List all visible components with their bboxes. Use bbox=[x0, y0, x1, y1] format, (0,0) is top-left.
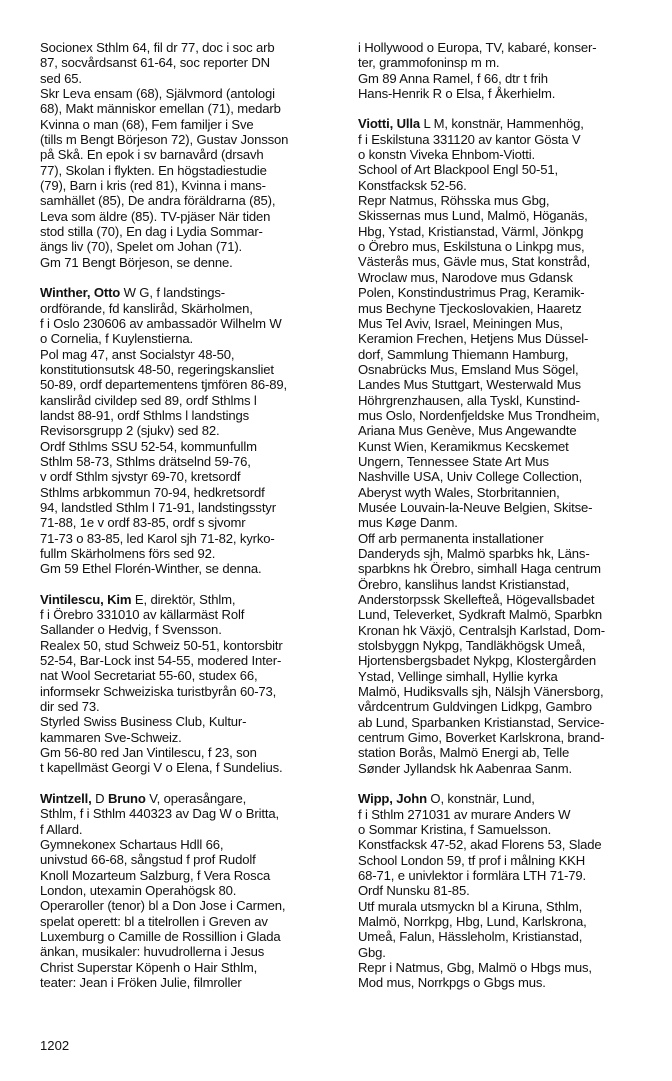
entry-line-rest: L M, konstnär, Hammenhög, bbox=[419, 116, 584, 132]
entry-line: änkan, musikaler: huvudrollerna i Jesus bbox=[40, 944, 265, 960]
entry-line: mus Oslo, Nordenfjeldske Mus Trondheim, bbox=[358, 407, 600, 423]
entry-line: School of Art Blackpool Engl 50-51, bbox=[358, 162, 559, 178]
entry-line: Ordf Sthlms SSU 52-54, kommunfullm bbox=[40, 438, 257, 454]
entry-line: Hjortensbergsbadet Nykpg, Klostergården bbox=[358, 653, 596, 669]
entry-line: centrum Gimo, Boverket Karlskrona, brand- bbox=[358, 730, 605, 746]
entry-name-initial: D bbox=[91, 790, 108, 806]
entry-line: Skr Leva ensam (68), Självmord (antologi bbox=[40, 86, 275, 102]
entry-line: 77), Skolan i flykten. En högstadiestudie bbox=[40, 162, 267, 178]
entry-line: ab Lund, Sparbanken Kristianstad, Service- bbox=[358, 714, 605, 730]
entry-line: Ordf Nunsku 81-85. bbox=[358, 883, 470, 899]
entry-line: Operaroller (tenor) bl a Don Jose i Carmen, bbox=[40, 898, 286, 914]
entry-line: Konstfacksk 52-56. bbox=[358, 177, 467, 193]
entry-line: o Örebro mus, Eskilstuna o Linkpg mus, bbox=[358, 239, 585, 255]
entry-wipp-john bbox=[358, 791, 658, 990]
entry-line: Malmö, Norrkpg, Hbg, Lund, Karlskrona, bbox=[358, 913, 587, 929]
entry-line: Nashville USA, Univ College Collection, bbox=[358, 469, 583, 485]
entry-line: 68), Makt människor emellan (71), medarb bbox=[40, 101, 281, 117]
entry-line: School London 59, tf prof i målning KKH bbox=[358, 852, 586, 868]
entry-name: Winther, Otto bbox=[40, 285, 121, 301]
entry-line: 50-89, ordf departementens tjmfören 86-89, bbox=[40, 377, 287, 393]
entry-line: landst 88-91, ordf Sthlms l landstings bbox=[40, 407, 250, 423]
entry-winther-otto bbox=[40, 285, 344, 577]
entry-line: Styrled Swiss Business Club, Kultur- bbox=[40, 714, 247, 730]
entry-name: Wipp, John bbox=[358, 791, 427, 807]
entry-line: spelat operett: bl a titelrollen i Greven av bbox=[40, 913, 268, 929]
entry-line: o Cornelia, f Kuylenstierna. bbox=[40, 331, 194, 347]
entry-line: Osnabrücks Mus, Emsland Mus Sögel, bbox=[358, 361, 579, 377]
entry-line: Kunst Wien, Keramikmus Kecskemet bbox=[358, 438, 569, 454]
entry-line: ordförande, fd kansliråd, Skärholmen, bbox=[40, 300, 253, 316]
entry-line: på Skå. En epok i sv barnavård (drsavh bbox=[40, 147, 264, 163]
entry-line: fullm Skärholmens förs sed 92. bbox=[40, 546, 216, 561]
entry-wintzell-bruno bbox=[40, 791, 344, 990]
entry-line: f i Eskilstuna 331120 av kantor Gösta V bbox=[358, 131, 581, 147]
page-number: 1202 bbox=[40, 1038, 70, 1053]
entry-line: Gm 89 Anna Ramel, f 66, dtr t frih bbox=[358, 70, 548, 86]
entry-line: konstitutionsutsk 48-50, regeringskansliet bbox=[40, 361, 274, 377]
entry-line: f i Oslo 230606 av ambassadör Wilhelm W bbox=[40, 315, 282, 331]
entry-line: f i Sthlm 271031 av murare Anders W bbox=[358, 806, 571, 822]
entry-name: Viotti, Ulla bbox=[358, 116, 420, 132]
entry-line: mus Bechyne Tjeckoslovakien, Haaretz bbox=[358, 300, 582, 316]
entry-line: Christ Superstar Köpenh o Hair Sthlm, bbox=[40, 959, 258, 975]
entry-line: sparbkns hk Örebro, simhall Haga centrum bbox=[358, 561, 601, 577]
entry-line: Musée Louvain-la-Neuve Belgien, Skitse- bbox=[358, 499, 593, 515]
entry-line: Kronan hk Växjö, Centralsjh Karlstad, Dom- bbox=[358, 622, 605, 638]
entry-line: London, utexamin Operahögsk 80. bbox=[40, 882, 237, 898]
entry-line: Socionex Sthlm 64, fil dr 77, doc i soc arb bbox=[40, 40, 275, 55]
entry-line: Gbg. bbox=[358, 944, 386, 960]
entry-line: ängs liv (70), Spelet om Johan (71). bbox=[40, 239, 243, 255]
entry-line: dir sed 73. bbox=[40, 699, 100, 715]
entry-line: 71-73 o 83-85, led Karol sjh 71-82, kyrko- bbox=[40, 530, 275, 546]
entry-line: vårdcentrum Guldvingen Lidkpg, Gambro bbox=[358, 699, 592, 715]
entry-line: 94, landstled Sthlm l 71-91, landstingsstyr bbox=[40, 499, 276, 515]
entry-line: Sallander o Hedvig, f Svensson. bbox=[40, 622, 222, 638]
entry-line: Realex 50, stud Schweiz 50-51, kontorsbitr bbox=[40, 637, 283, 653]
entry-line: Skissernas mus Lund, Malmö, Höganäs, bbox=[358, 208, 588, 224]
entry-line: teater: Jean i Fröken Julie, filmroller bbox=[40, 974, 242, 990]
entry-line: o konstn Viveka Ehnbom-Viotti. bbox=[358, 147, 535, 163]
entry-line: dorf, Sammlung Thiemann Hamburg, bbox=[358, 346, 569, 362]
entry-line-rest: V, operasångare, bbox=[145, 790, 247, 806]
entry-line: t kapellmäst Georgi V o Elena, f Sundelius. bbox=[40, 760, 283, 776]
entry-line: Ariana Mus Genève, Mus Angewandte bbox=[358, 423, 577, 439]
entry-line bbox=[40, 791, 344, 806]
entry-line: Revisorsgrupp 2 (sjukv) sed 82. bbox=[40, 423, 220, 439]
entry-line: Sønder Jyllandsk hk Aabenraa Sanm. bbox=[358, 760, 572, 776]
entry-line: station Borås, Malmö Energi ab, Telle bbox=[358, 745, 570, 761]
entry-line: Pol mag 47, anst Socialstyr 48-50, bbox=[40, 346, 235, 362]
entry-line: (79), Barn i kris (red 81), Kvinna i mans- bbox=[40, 178, 266, 194]
entry-line: Gm 71 Bengt Börjeson, se denne. bbox=[40, 254, 233, 270]
entry-line: Utf murala utsmyckn bl a Kiruna, Sthlm, bbox=[358, 898, 583, 914]
entry-vintilescu-kim bbox=[40, 592, 344, 776]
entry-line: Danderyds sjh, Malmö sparbks hk, Läns- bbox=[358, 546, 590, 561]
left-column bbox=[40, 40, 344, 1005]
right-column bbox=[358, 40, 658, 1006]
entry-line bbox=[40, 285, 344, 300]
entry-line: Örebro, kanslihus landst Kristianstad, bbox=[358, 576, 570, 592]
entry-line: Aberyst wyth Wales, Storbritannien, bbox=[358, 484, 560, 500]
entry-line: Hans-Henrik R o Elsa, f Åkerhielm. bbox=[358, 86, 556, 102]
entry-line: Lund, Televerket, Sydkraft Malmö, Sparbkn bbox=[358, 607, 602, 623]
entry-line: i Hollywood o Europa, TV, kabaré, konser- bbox=[358, 40, 597, 55]
entry-line: mus Køge Danm. bbox=[358, 515, 458, 531]
entry-line bbox=[358, 116, 658, 131]
entry-line: Sthlm 58-73, Sthlms drätselnd 59-76, bbox=[40, 453, 251, 469]
entry-line: f Allard. bbox=[40, 821, 83, 837]
entry-continuation bbox=[40, 40, 344, 270]
entry-line: Gymnekonex Schartaus Hdll 66, bbox=[40, 836, 224, 852]
entry-name-given: Bruno bbox=[107, 790, 146, 806]
entry-line: Leva som äldre (85). TV-pjäser När tiden bbox=[40, 208, 271, 224]
entry-line: stod stilla (70), En dag i Lydia Sommar- bbox=[40, 224, 263, 240]
entry-line: Sthlm, f i Sthlm 440323 av Dag W o Britta, bbox=[40, 806, 279, 822]
entry-line: Mod mus, Norrkpgs o Gbgs mus. bbox=[358, 975, 546, 991]
entry-line: Sthlms arbkommun 70-94, hedkretsordf bbox=[40, 484, 265, 500]
entry-line: Polen, Konstindustrimus Prag, Keramik- bbox=[358, 285, 585, 301]
entry-line: informsekr Schweiziska turistbyrån 60-73, bbox=[40, 683, 277, 699]
entry-line: 68-71, e univlektor i formlära LTH 71-79. bbox=[358, 867, 586, 883]
entry-name: Wintzell, bbox=[40, 790, 92, 806]
entry-line: (tills m Bengt Börjeson 72), Gustav Jonsson bbox=[40, 132, 289, 148]
entry-line bbox=[358, 791, 658, 806]
entry-line: 52-54, Bar-Lock inst 54-55, modered Inter- bbox=[40, 653, 282, 669]
entry-line-rest: O, konstnär, Lund, bbox=[426, 791, 535, 807]
entry-line: Landes Mus Stuttgart, Westerwald Mus bbox=[358, 377, 581, 393]
entry-line: nat Wool Secretariat 55-60, studex 66, bbox=[40, 668, 258, 684]
entry-line: Keramion Frechen, Hetjens Mus Düssel- bbox=[358, 331, 589, 347]
entry-line: univstud 66-68, sångstud f prof Rudolf bbox=[40, 852, 256, 868]
entry-line: sed 65. bbox=[40, 70, 82, 86]
entry-line: o Sommar Kristina, f Samuelsson. bbox=[358, 821, 552, 837]
entry-line: 71-88, 1e v ordf 83-85, ordf s sjvomr bbox=[40, 515, 246, 531]
entry-line: Repr Natmus, Röhsska mus Gbg, bbox=[358, 193, 550, 209]
entry-line: Wroclaw mus, Narodove mus Gdansk bbox=[358, 269, 573, 285]
entry-viotti-ulla bbox=[358, 116, 658, 776]
entry-line-rest: W G, f landstings- bbox=[120, 285, 225, 301]
entry-line: Höhrgrenzhausen, alla Tyskl, Kunstind- bbox=[358, 392, 580, 408]
entry-line: 87, socvårdsanst 61-64, soc reporter DN bbox=[40, 55, 270, 71]
entry-line: kammaren Sve-Schweiz. bbox=[40, 729, 182, 745]
entry-line: Ungern, Tennessee State Art Mus bbox=[358, 453, 549, 469]
entry-line: Konstfacksk 47-52, akad Florens 53, Slade bbox=[358, 837, 602, 853]
entry-line: Anderstorpssk Skellefteå, Högevallsbadet bbox=[358, 592, 595, 608]
entry-line: Repr i Natmus, Gbg, Malmö o Hbgs mus, bbox=[358, 959, 592, 975]
entry-line: Mus Tel Aviv, Israel, Meiningen Mus, bbox=[358, 315, 563, 331]
entry-line: Gm 56-80 red Jan Vintilescu, f 23, son bbox=[40, 745, 257, 761]
entry-line: stolsbyggn Nykpg, Tandläkhögsk Umeå, bbox=[358, 638, 586, 654]
entry-line: kansliråd civildep sed 89, ordf Sthlms l bbox=[40, 392, 257, 408]
entry-line: v ordf Sthlm sjvstyr 69-70, kretsordf bbox=[40, 469, 241, 485]
entry-line: Malmö, Hudiksvalls sjh, Nälsjh Vänersborg, bbox=[358, 684, 604, 700]
entry-line: Ystad, Vellinge simhall, Hyllie kyrka bbox=[358, 668, 558, 684]
entry-line: ter, grammofoninsp m m. bbox=[358, 55, 500, 71]
entry-line: Umeå, Falun, Hässleholm, Kristianstad, bbox=[358, 929, 583, 945]
entry-line: samhället (85), De andra föräldrarna (85), bbox=[40, 193, 276, 209]
entry-line: Luxemburg o Camille de Rossillion i Glada bbox=[40, 928, 281, 944]
entry-line: Västerås mus, Gävle mus, Stat konstråd, bbox=[358, 254, 591, 270]
entry-line: Off arb permanenta installationer bbox=[358, 530, 544, 546]
entry-line: Kvinna o man (68), Fem familjer i Sve bbox=[40, 116, 254, 132]
entry-name: Vintilescu, Kim bbox=[40, 591, 132, 607]
entry-line: Gm 59 Ethel Florén-Winther, se denna. bbox=[40, 561, 262, 577]
entry-continuation bbox=[358, 40, 658, 101]
entry-line: Knoll Mozarteum Salzburg, f Vera Rosca bbox=[40, 867, 271, 883]
entry-line bbox=[40, 592, 344, 607]
entry-line: Hbg, Ystad, Kristianstad, Värml, Jönkpg bbox=[358, 223, 584, 239]
entry-line-rest: E, direktör, Sthlm, bbox=[131, 591, 236, 607]
entry-line: f i Örebro 331010 av källarmäst Rolf bbox=[40, 607, 245, 623]
